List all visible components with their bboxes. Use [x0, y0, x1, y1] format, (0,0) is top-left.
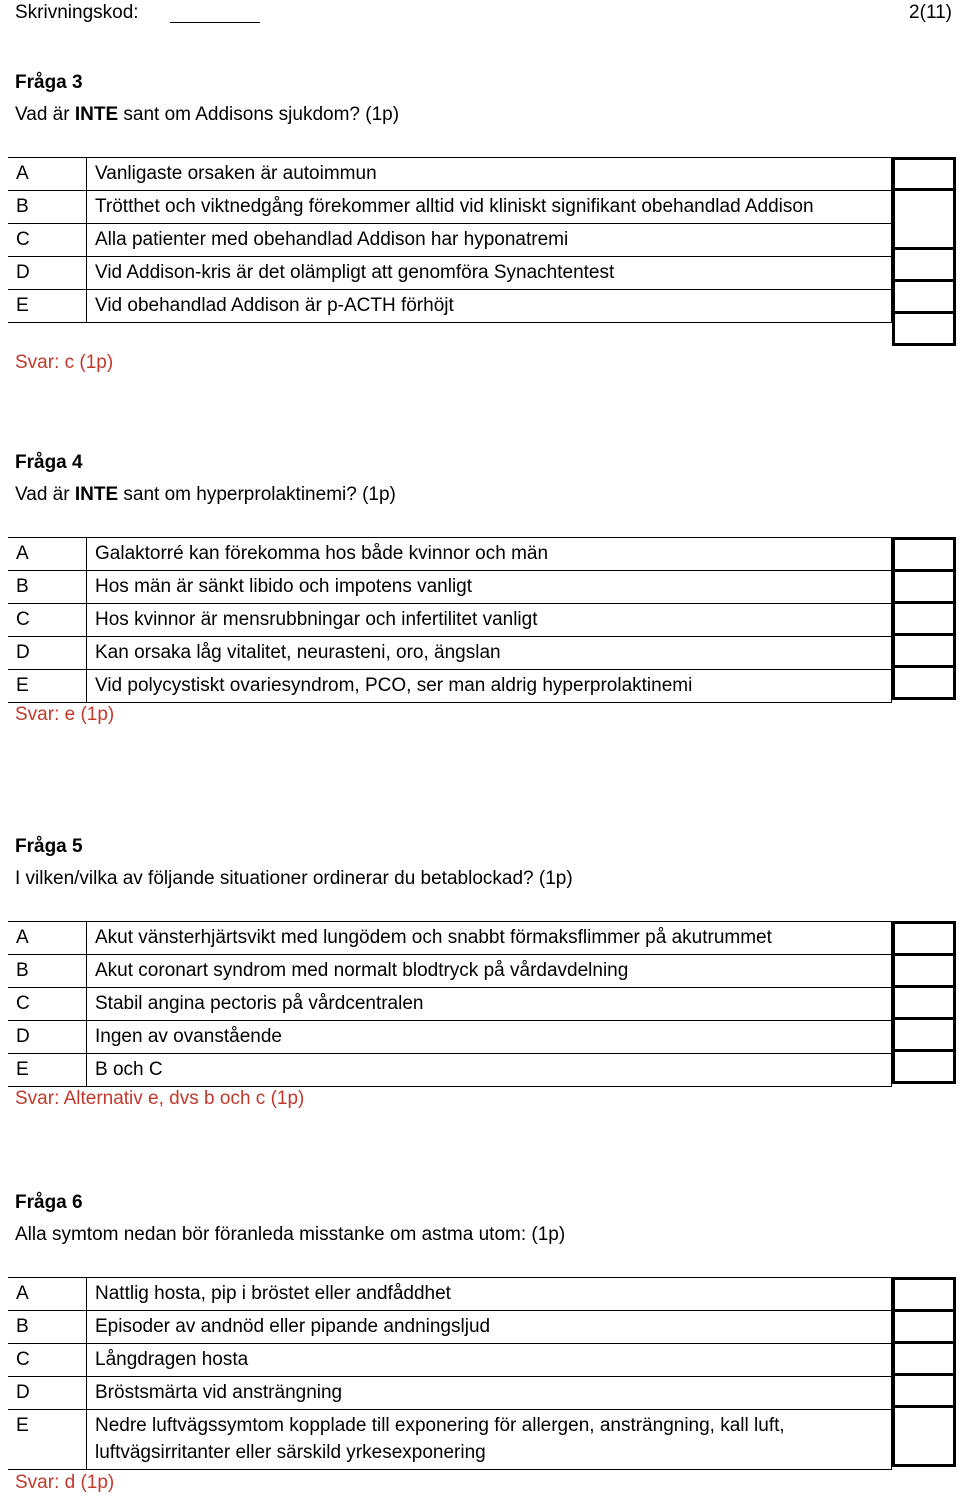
option-row — [8, 1410, 892, 1470]
option-row — [8, 257, 892, 290]
option-row — [8, 1344, 892, 1377]
option-row — [8, 1278, 892, 1311]
option-letter: A — [8, 538, 87, 571]
option-text: Ingen av ovanstående — [87, 1021, 892, 1054]
option-letter: B — [8, 571, 87, 604]
answer-checkboxes — [892, 921, 956, 1084]
answer-checkboxes — [892, 157, 956, 346]
option-letter: C — [8, 988, 87, 1021]
answer-text: Svar: c (1p) — [15, 352, 114, 373]
checkbox-e[interactable] — [892, 311, 956, 346]
question-text: I vilken/vilka av följande situationer ordinerar du betablockad? (1p) — [15, 868, 573, 889]
option-text: B och C — [87, 1054, 892, 1087]
option-row — [8, 922, 892, 955]
question-text: Alla symtom nedan bör föranleda misstanke om astma utom: (1p) — [15, 1224, 566, 1245]
option-text: Vid polycystiskt ovariesyndrom, PCO, ser man aldrig hyperprolaktinemi — [87, 670, 892, 703]
option-letter: D — [8, 637, 87, 670]
checkbox-c[interactable] — [892, 985, 956, 1020]
option-letter: A — [8, 1278, 87, 1311]
option-row — [8, 1311, 892, 1344]
question-title: Fråga 5 — [15, 836, 83, 857]
checkbox-c[interactable] — [892, 601, 956, 636]
option-row — [8, 988, 892, 1021]
option-row — [8, 571, 892, 604]
options-table — [8, 921, 892, 1087]
answer-text: Svar: d (1p) — [15, 1472, 115, 1493]
page-header — [15, 0, 952, 28]
checkbox-e[interactable] — [892, 665, 956, 700]
checkbox-a[interactable] — [892, 1277, 956, 1312]
option-row — [8, 637, 892, 670]
checkbox-a[interactable] — [892, 157, 956, 191]
option-letter: E — [8, 1054, 87, 1087]
option-text: Alla patienter med obehandlad Addison har hyponatremi — [87, 224, 892, 257]
option-letter: B — [8, 1311, 87, 1344]
option-text: Akut vänsterhjärtsvikt med lungödem och snabbt förmaksflimmer på akutrummet — [87, 922, 892, 955]
option-row — [8, 604, 892, 637]
checkbox-d[interactable] — [892, 1373, 956, 1408]
option-text: Akut coronart syndrom med normalt blodtryck på vårdavdelning — [87, 955, 892, 988]
answer-text: Svar: e (1p) — [15, 704, 115, 725]
checkbox-e[interactable] — [892, 1049, 956, 1084]
question-title: Fråga 6 — [15, 1192, 83, 1213]
page-number: 2(11) — [909, 2, 952, 23]
option-row — [8, 158, 892, 191]
answer-checkboxes — [892, 537, 956, 700]
checkbox-b[interactable] — [892, 188, 956, 250]
option-text: Vid Addison-kris är det olämpligt att genomföra Synachtentest — [87, 257, 892, 290]
exam-code-blank[interactable] — [170, 22, 260, 23]
option-letter: E — [8, 1410, 87, 1470]
option-letter: E — [8, 290, 87, 323]
option-row — [8, 191, 892, 224]
option-letter: B — [8, 191, 87, 224]
option-row — [8, 1021, 892, 1054]
option-text: Galaktorré kan förekomma hos både kvinnor och män — [87, 538, 892, 571]
option-text: Nattlig hosta, pip i bröstet eller andfåddhet — [87, 1278, 892, 1311]
options-table — [8, 1277, 892, 1470]
checkbox-d[interactable] — [892, 279, 956, 314]
checkbox-b[interactable] — [892, 569, 956, 604]
option-text: Trötthet och viktnedgång förekommer alltid vid kliniskt signifikant obehandlad Addison — [87, 191, 892, 224]
option-text: Nedre luftvägssymtom kopplade till exponering för allergen, ansträngning, kall luft, luftvägsirritanter eller särskild yrkesexponering — [87, 1410, 892, 1470]
option-letter: A — [8, 922, 87, 955]
options-table — [8, 157, 892, 323]
option-letter: E — [8, 670, 87, 703]
option-letter: D — [8, 1021, 87, 1054]
option-row — [8, 955, 892, 988]
option-letter: A — [8, 158, 87, 191]
option-text: Vid obehandlad Addison är p-ACTH förhöjt — [87, 290, 892, 323]
option-row — [8, 290, 892, 323]
checkbox-c[interactable] — [892, 247, 956, 282]
option-letter: D — [8, 1377, 87, 1410]
question-title: Fråga 3 — [15, 72, 83, 93]
option-row — [8, 224, 892, 257]
option-letter: B — [8, 955, 87, 988]
option-text: Kan orsaka låg vitalitet, neurasteni, oro, ängslan — [87, 637, 892, 670]
answer-checkboxes — [892, 1277, 956, 1467]
option-letter: C — [8, 224, 87, 257]
answer-text: Svar: Alternativ e, dvs b och c (1p) — [15, 1088, 305, 1109]
option-row — [8, 1377, 892, 1410]
option-row — [8, 670, 892, 703]
option-text: Vanligaste orsaken är autoimmun — [87, 158, 892, 191]
option-text: Hos män är sänkt libido och impotens vanligt — [87, 571, 892, 604]
question-text: Vad är INTE sant om hyperprolaktinemi? (1p) — [15, 484, 396, 505]
option-text: Stabil angina pectoris på vårdcentralen — [87, 988, 892, 1021]
checkbox-a[interactable] — [892, 921, 956, 956]
checkbox-c[interactable] — [892, 1341, 956, 1376]
checkbox-d[interactable] — [892, 633, 956, 668]
option-text: Bröstsmärta vid ansträngning — [87, 1377, 892, 1410]
checkbox-a[interactable] — [892, 537, 956, 572]
option-letter: C — [8, 1344, 87, 1377]
checkbox-b[interactable] — [892, 1309, 956, 1344]
question-text: Vad är INTE sant om Addisons sjukdom? (1p) — [15, 104, 400, 125]
option-row — [8, 1054, 892, 1087]
option-letter: D — [8, 257, 87, 290]
exam-code-label: Skrivningskod: — [15, 2, 139, 23]
option-letter: C — [8, 604, 87, 637]
option-text: Episoder av andnöd eller pipande andningsljud — [87, 1311, 892, 1344]
option-row — [8, 538, 892, 571]
option-text: Hos kvinnor är mensrubbningar och infertilitet vanligt — [87, 604, 892, 637]
checkbox-e[interactable] — [892, 1405, 956, 1467]
option-text: Långdragen hosta — [87, 1344, 892, 1377]
question-title: Fråga 4 — [15, 452, 83, 473]
options-table — [8, 537, 892, 703]
checkbox-d[interactable] — [892, 1017, 956, 1052]
checkbox-b[interactable] — [892, 953, 956, 988]
